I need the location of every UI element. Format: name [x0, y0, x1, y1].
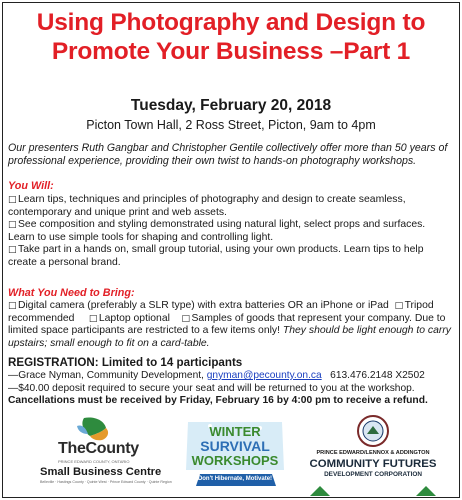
intro-paragraph: Our presenters Ruth Gangbar and Christopher Gentile collectively offer more than 50 years of professional experience, providing their own twist to hands-on photography workshops.: [8, 142, 448, 167]
registration-heading: REGISTRATION: Limited to 14 participants: [8, 356, 243, 369]
bring-note: They should be light enough to carry upstairs; small enough to fit on a card-table.: [8, 325, 451, 349]
cancellation-notice: Cancellations must be received by Friday, February 16 by 4:00 pm to receive a refund.: [8, 395, 428, 406]
list-item: □Take part in a hands on, small group tutorial, using your own products. Learn tips to help create a personal brand.: [8, 244, 424, 268]
title-line-2: Promote Your Business –Part 1: [51, 38, 411, 65]
event-date: Tuesday, February 20, 2018: [130, 97, 332, 114]
sponsor-logos: [0, 414, 462, 498]
checkbox-icon: □: [181, 313, 191, 324]
deposit-line: —$40.00 deposit required to secure your seat and will be returned to you at the workshop.: [8, 383, 415, 394]
workshops-word: WORKSHOPS: [191, 453, 279, 468]
community-futures-logo: [290, 414, 456, 498]
checkbox-icon: □: [88, 313, 98, 324]
sbc-name: Small Business Centre: [40, 466, 162, 478]
cfdc-seal-icon: [290, 414, 456, 498]
flyer-title: [0, 8, 462, 66]
winter-tagline: Don't Hibernate, Motivate!: [197, 476, 273, 482]
bring-list: [8, 300, 454, 350]
checkbox-icon: □: [8, 195, 17, 205]
cfdc-region: PRINCE EDWARD/LENNOX & ADDINGTON: [316, 450, 430, 456]
cfdc-name: COMMUNITY FUTURES: [309, 458, 437, 470]
list-item: □See composition and styling demonstrated using natural light, select props and surfaces. Learn to use simple tools for shaping and controlling light.: [8, 219, 426, 243]
survival-word: SURVIVAL: [200, 438, 270, 454]
contact-line: —Grace Nyman, Community Development, gnyman@pecounty.on.ca 613.476.2148 X2502: [8, 370, 425, 381]
title-line-1: Using Photography and Design to: [36, 9, 426, 36]
checkbox-icon: □: [8, 220, 17, 231]
phone-number: 613.476.2148 X2502: [330, 370, 425, 381]
checkbox-icon: □: [8, 245, 17, 256]
cfdc-suffix: DEVELOPMENT CORPORATION: [324, 471, 422, 478]
winter-word: WINTER: [209, 424, 261, 439]
list-item: □Digital camera (preferably a SLR type) with extra batteries OR an iPhone or iPad □Tripod recommended □Laptop optional □Samples of goods that represent your company. Due to limited space participants are restricted to a few items only! They should be light enough to carry upstairs; small enough to fit on a card-table.: [8, 300, 451, 349]
county-subtitle: PRINCE EDWARD COUNTY, ONTARIO: [58, 459, 130, 464]
email-link[interactable]: gnyman@pecounty.on.ca: [206, 370, 322, 381]
you-will-list: [8, 194, 454, 270]
county-logo: [32, 414, 182, 498]
checkbox-icon: □: [394, 301, 404, 311]
sbc-subtitle: Belleville · Hastings County · Quinte West · Prince Edward County · Quinte Region: [40, 480, 172, 484]
you-will-heading: You Will:: [8, 180, 54, 192]
list-item: □Learn tips, techniques and principles of photography and design to create seamless, contemporary and unique print and web assets.: [8, 194, 406, 218]
checkbox-icon: □: [8, 301, 17, 311]
event-venue: Picton Town Hall, 2 Ross Street, Picton, 9am to 4pm: [86, 118, 376, 132]
winter-survival-logo: [180, 416, 290, 498]
bring-heading: What You Need to Bring:: [8, 287, 135, 299]
county-name: TheCounty: [58, 440, 139, 457]
